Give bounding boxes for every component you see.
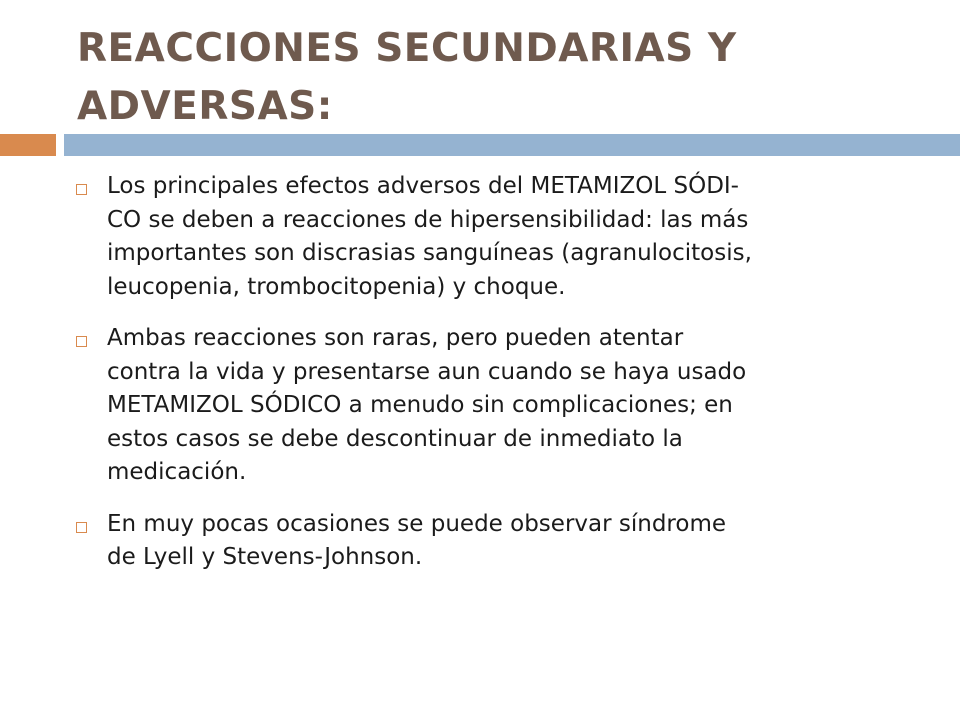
bullet-text: En muy pocas ocasiones se puede observar síndrome de Lyell y Stevens-Johnson. [107,510,727,570]
accent-bar-right [64,134,960,156]
bullet-text: Ambas reacciones son raras, pero pueden atentar contra la vida y presentarse aun cuando se haya usado METAMIZOL SÓDICO a menudo sin complicaciones; en estos casos se debe descontinuar de inmediato la medicación. [107,325,747,485]
bullet-list [76,170,926,593]
hollow-square-bullet-icon [76,336,87,347]
hollow-square-bullet-icon [76,522,87,533]
bullet-item [76,322,926,490]
accent-bar-left [0,134,56,156]
slide-title: REACCIONES SECUNDARIAS Y ADVERSAS: [77,26,737,129]
hollow-square-bullet-icon [76,184,87,195]
bullet-item [76,508,926,575]
bullet-text: Los principales efectos adversos del METAMIZOL SÓDI- CO se deben a reacciones de hipersensibilidad: las más importantes son discrasias sanguíneas (agranulocitosis, leucopenia, trombocitopenia) y choque. [107,173,752,300]
bullet-item [76,170,926,304]
